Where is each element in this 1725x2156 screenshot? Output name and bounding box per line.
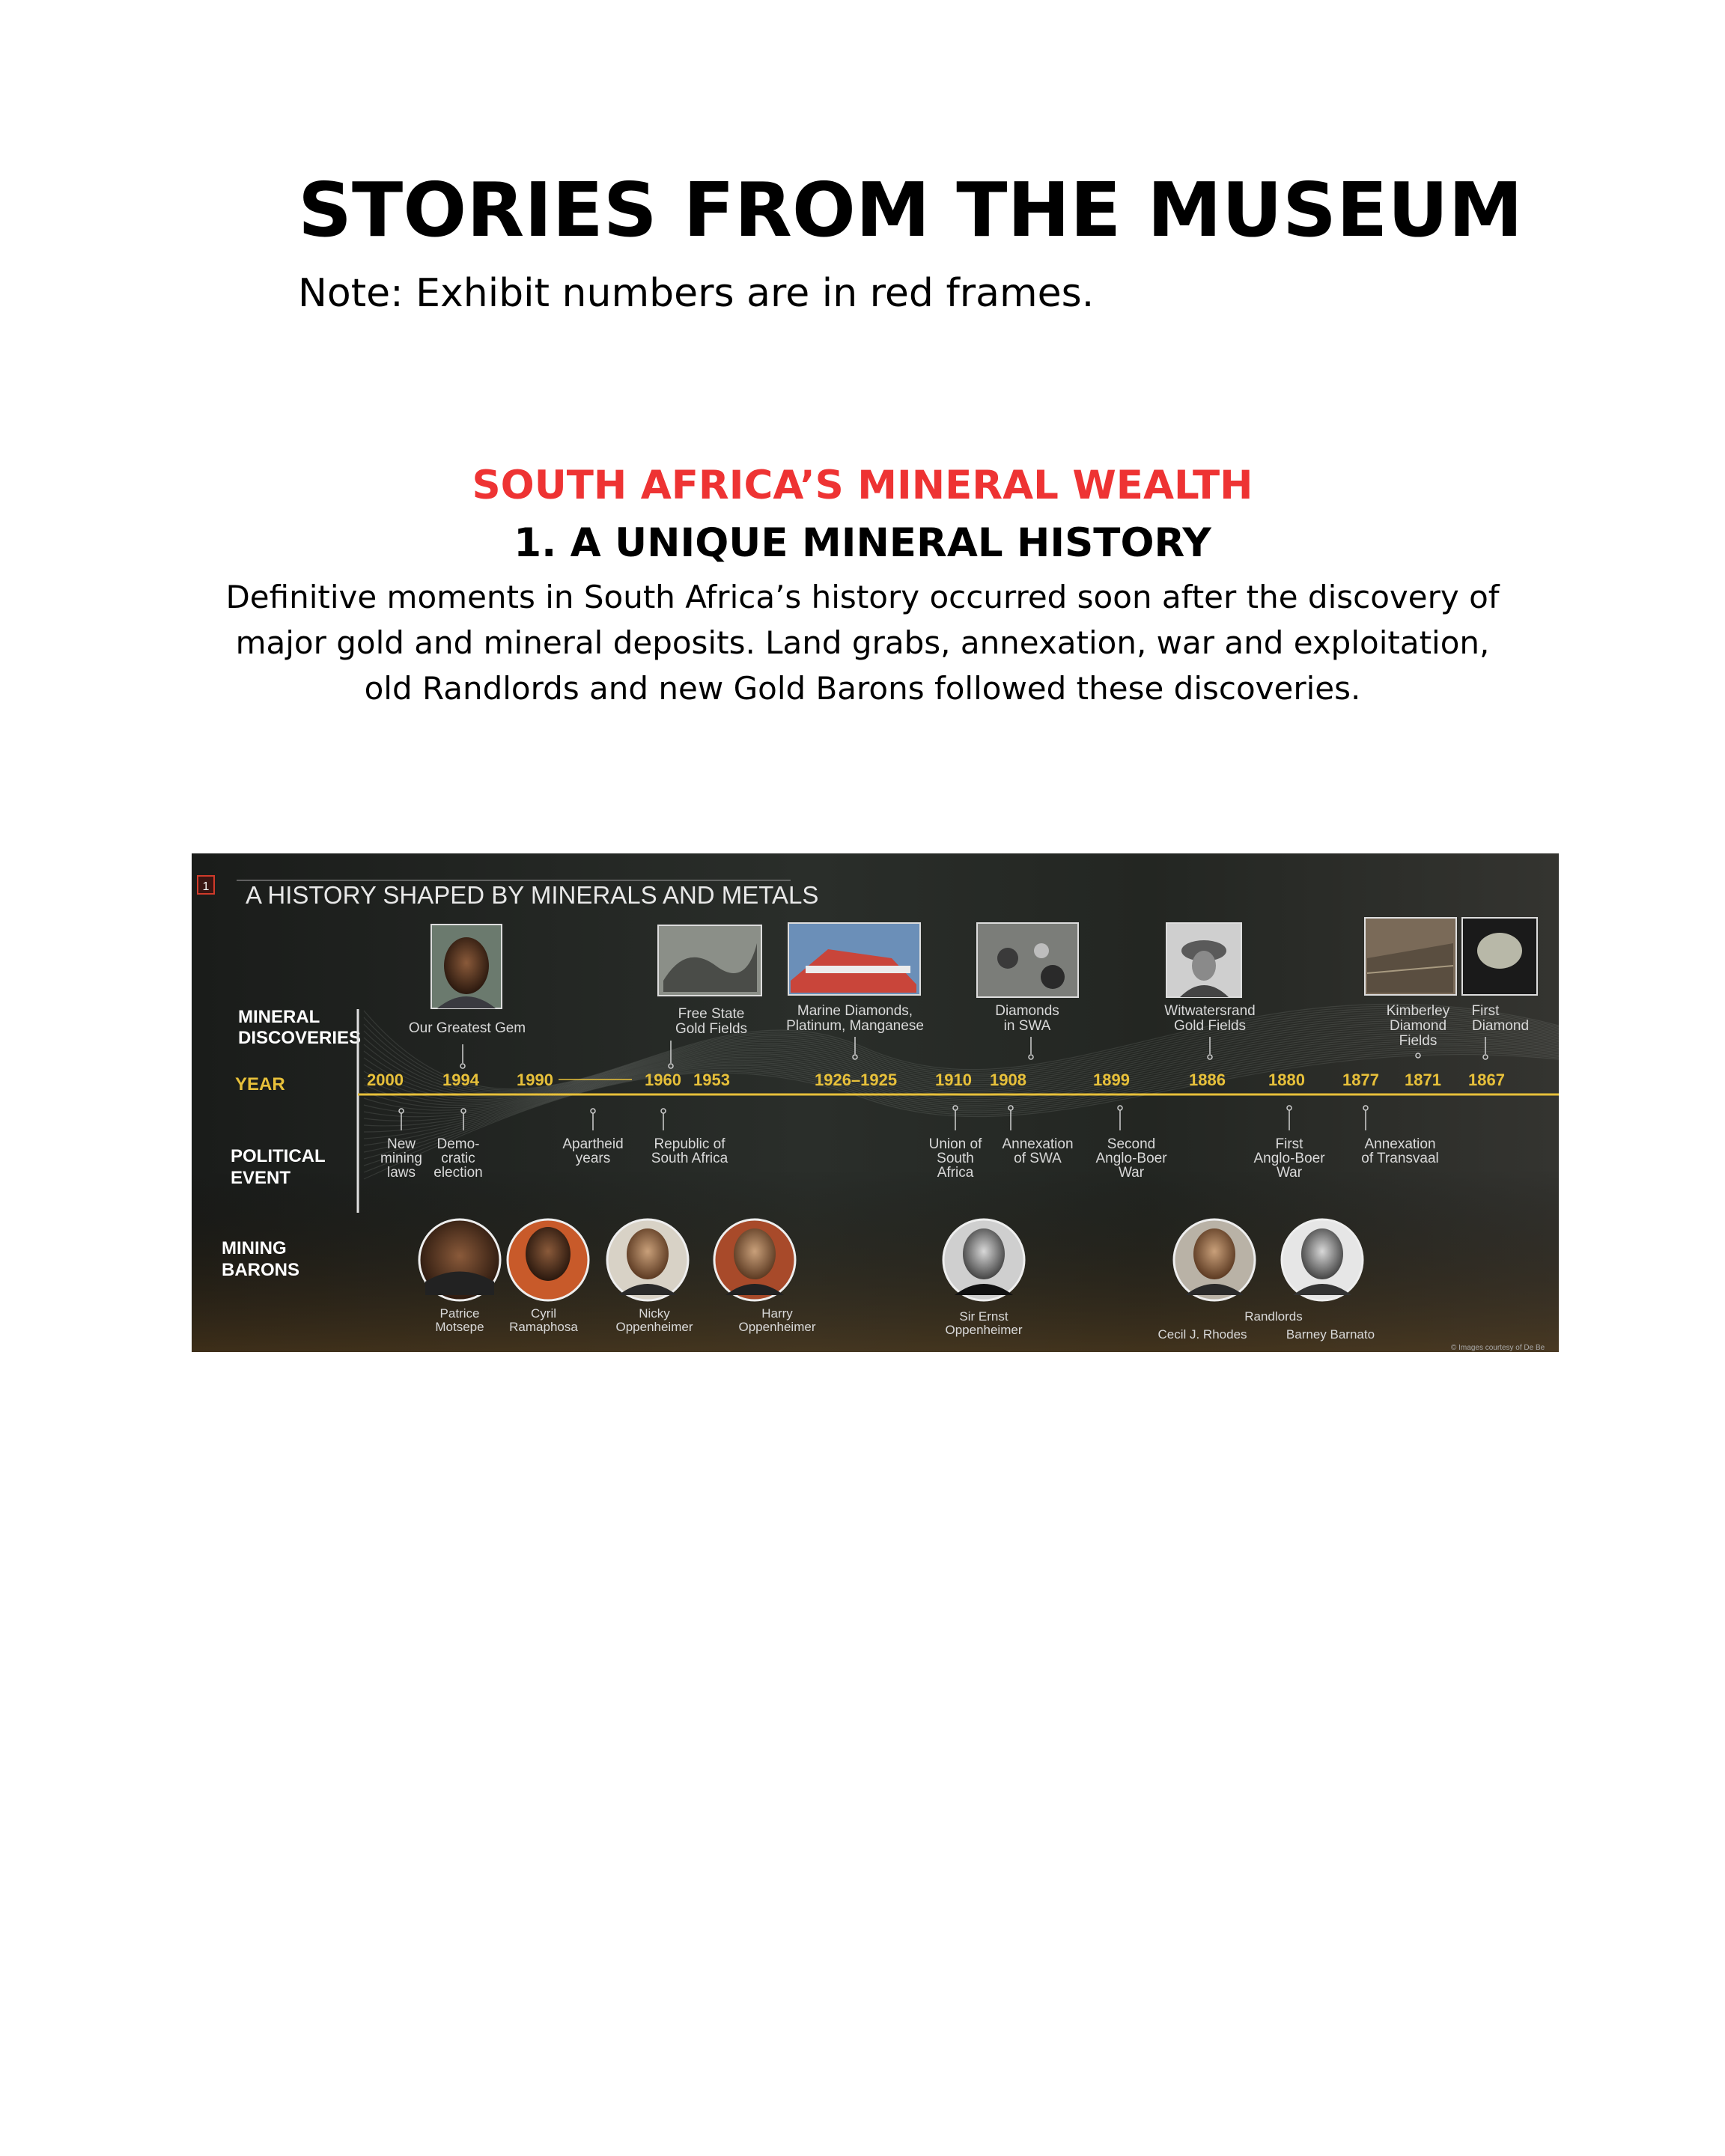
- year-label: 1871: [1405, 1071, 1441, 1089]
- row-label-political: POLITICAL: [231, 1146, 326, 1166]
- photo-witwatersrand: [1166, 923, 1241, 997]
- svg-text:Ramaphosa: Ramaphosa: [509, 1320, 578, 1334]
- svg-text:Oppenheimer: Oppenheimer: [615, 1320, 693, 1334]
- row-label-mining: MINING: [222, 1238, 287, 1258]
- svg-text:mining: mining: [380, 1151, 422, 1166]
- portrait-rhodes: [1174, 1219, 1255, 1300]
- year-label: 1960: [645, 1071, 681, 1089]
- baron-name: Cecil J. Rhodes: [1157, 1327, 1247, 1342]
- svg-text:Patrice: Patrice: [439, 1306, 480, 1321]
- svg-text:New: New: [386, 1136, 416, 1152]
- svg-text:cratic: cratic: [441, 1151, 475, 1166]
- svg-text:Oppenheimer: Oppenheimer: [738, 1320, 816, 1334]
- section-subheading: 1. A UNIQUE MINERAL HISTORY: [514, 520, 1211, 566]
- row-label-discoveries: DISCOVERIES: [238, 1028, 362, 1048]
- discovery-label: in SWA: [1003, 1018, 1051, 1034]
- year-label: 1886: [1189, 1071, 1226, 1089]
- svg-text:Motsepe: Motsepe: [435, 1320, 484, 1334]
- portrait-ramaphosa: [508, 1219, 588, 1300]
- section-heading: SOUTH AFRICA’S MINERAL WEALTH: [472, 463, 1253, 508]
- discovery-label: Diamond: [1389, 1018, 1447, 1034]
- portrait-barnato: [1282, 1219, 1363, 1300]
- svg-text:Apartheid: Apartheid: [562, 1136, 624, 1152]
- svg-text:Sir Ernst: Sir Ernst: [959, 1309, 1008, 1324]
- political-event: [651, 1136, 728, 1166]
- page-note: Note: Exhibit numbers are in red frames.: [298, 271, 1095, 316]
- discovery-label: Gold Fields: [1173, 1018, 1247, 1034]
- discovery-label: Gold Fields: [675, 1021, 748, 1037]
- photo-diamonds-swa: [977, 923, 1078, 997]
- svg-text:Harry: Harry: [761, 1306, 793, 1321]
- svg-text:election: election: [433, 1165, 483, 1181]
- political-event: [1361, 1136, 1439, 1166]
- discovery-label: Diamonds: [995, 1003, 1059, 1019]
- section-description: Definitive moments in South Africa’s history occurred soon after the discovery of major gold and mineral deposits. Land grabs, annexation, war and exploitation, old Randlords and new Gold Barons followed these discoveries.: [225, 579, 1500, 707]
- year-label: 1910: [935, 1071, 972, 1089]
- discovery-label: Our Greatest Gem: [408, 1020, 526, 1036]
- photo-marine-diamonds: [788, 923, 920, 995]
- portrait-motsepe: [419, 1219, 500, 1300]
- year-label: 1953: [693, 1071, 730, 1089]
- svg-text:Africa: Africa: [937, 1165, 974, 1181]
- image-credit: © Images courtesy of De Be: [1451, 1344, 1545, 1352]
- page-title: STORIES FROM THE MUSEUM: [298, 166, 1524, 254]
- exhibit-title: A HISTORY SHAPED BY MINERALS AND METALS: [246, 881, 819, 909]
- row-label-event: EVENT: [231, 1168, 291, 1188]
- svg-text:Nicky: Nicky: [639, 1306, 670, 1321]
- svg-text:First: First: [1275, 1136, 1303, 1152]
- svg-text:Union of: Union of: [928, 1136, 982, 1152]
- discovery-label: Witwatersrand: [1164, 1003, 1256, 1019]
- svg-text:Cyril: Cyril: [531, 1306, 556, 1321]
- discovery-label: Kimberley: [1386, 1003, 1450, 1019]
- svg-text:years: years: [575, 1151, 611, 1166]
- svg-text:South Africa: South Africa: [651, 1151, 728, 1166]
- randlords-label: Randlords: [1244, 1309, 1303, 1324]
- svg-text:Oppenheimer: Oppenheimer: [945, 1323, 1023, 1337]
- photo-mandela: [431, 925, 502, 1008]
- photo-first-diamond: [1462, 918, 1537, 995]
- svg-text:of Transvaal: of Transvaal: [1361, 1151, 1439, 1166]
- exhibit-photo: [192, 853, 1559, 1352]
- svg-text:Second: Second: [1107, 1136, 1156, 1152]
- svg-text:War: War: [1276, 1165, 1303, 1181]
- svg-text:Demo-: Demo-: [436, 1136, 480, 1152]
- exhibit-number: 1: [202, 880, 210, 893]
- svg-text:Annexation: Annexation: [1364, 1136, 1436, 1152]
- discovery-label: Fields: [1399, 1033, 1438, 1049]
- photo-kimberley: [1365, 918, 1456, 995]
- portrait-ernst-oppenheimer: [943, 1219, 1024, 1300]
- year-label: 1867: [1468, 1071, 1505, 1089]
- baron-name: [435, 1306, 484, 1334]
- baron-name: Barney Barnato: [1286, 1327, 1375, 1342]
- svg-text:laws: laws: [386, 1165, 416, 1181]
- portrait-nicky-oppenheimer: [607, 1219, 688, 1300]
- discovery-label: First: [1471, 1003, 1500, 1019]
- svg-text:Annexation: Annexation: [1002, 1136, 1074, 1152]
- row-label-barons: BARONS: [222, 1260, 300, 1280]
- row-label-year: YEAR: [235, 1074, 285, 1094]
- photo-free-state-gold: [658, 925, 761, 996]
- discovery-label: Diamond: [1471, 1018, 1530, 1034]
- year-label: 1877: [1342, 1071, 1379, 1089]
- year-label: 1994: [442, 1071, 479, 1089]
- row-label-mineral: MINERAL: [238, 1007, 320, 1027]
- svg-text:of SWA: of SWA: [1014, 1151, 1062, 1166]
- discovery-label: Platinum, Manganese: [786, 1018, 924, 1034]
- year-label: 1880: [1268, 1071, 1305, 1089]
- year-label: 1908: [990, 1071, 1026, 1089]
- svg-text:Anglo-Boer: Anglo-Boer: [1095, 1151, 1167, 1166]
- year-label: 1990: [517, 1071, 553, 1089]
- year-label: 1899: [1093, 1071, 1130, 1089]
- svg-text:South: South: [937, 1151, 974, 1166]
- svg-text:Republic of: Republic of: [654, 1136, 725, 1152]
- svg-text:Anglo-Boer: Anglo-Boer: [1253, 1151, 1325, 1166]
- year-label: 1926–1925: [815, 1071, 898, 1089]
- svg-text:War: War: [1118, 1165, 1145, 1181]
- discovery-label: Free State: [678, 1006, 745, 1022]
- year-label: 2000: [367, 1071, 404, 1089]
- portrait-harry-oppenheimer: [714, 1219, 795, 1300]
- discovery-label: Marine Diamonds,: [797, 1003, 913, 1019]
